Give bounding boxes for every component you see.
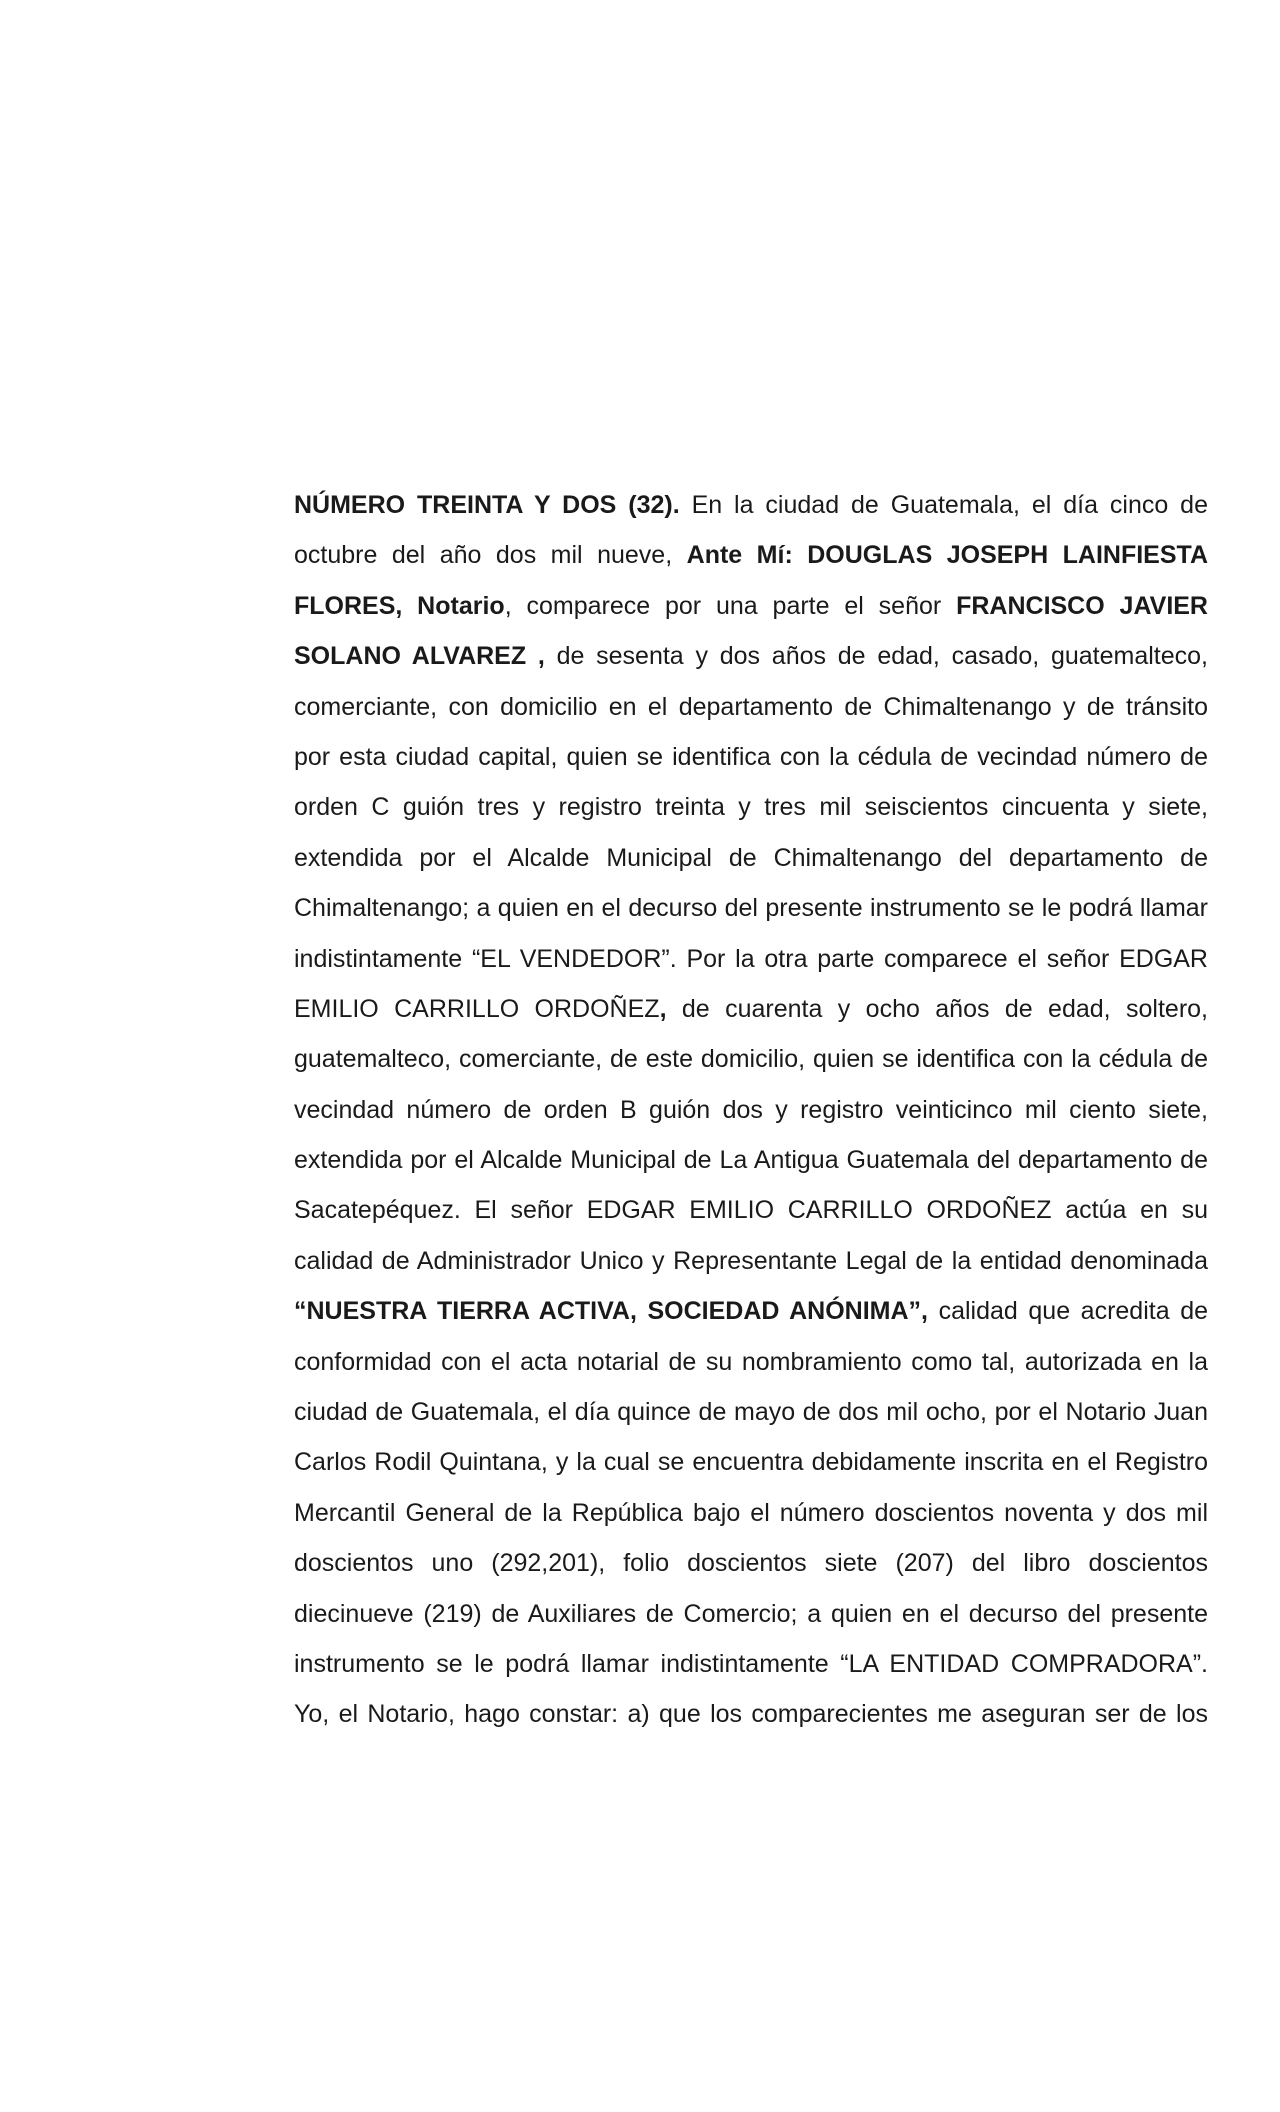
text-line — [294, 1437, 1208, 1487]
text-line — [294, 934, 1208, 984]
text-segment: Chimaltenango; a quien en el decurso del presente instrumento se le podrá llamar — [294, 894, 1208, 923]
text-segment: comerciante, con domicilio en el departamento de Chimaltenango y de tránsito — [294, 692, 1208, 721]
text-line — [294, 1034, 1208, 1084]
bold-text-segment: FRANCISCO JAVIER — [956, 591, 1208, 620]
text-segment: diecinueve (219) de Auxiliares de Comercio; a quien en el decurso del presente — [294, 1599, 1208, 1628]
bold-text-segment: Ante Mí: DOUGLAS JOSEPH LAINFIESTA — [686, 541, 1208, 570]
text-line — [294, 682, 1208, 732]
text-segment: Carlos Rodil Quintana, y la cual se encuentra debidamente inscrita en el Registro — [294, 1448, 1208, 1477]
text-line — [294, 1639, 1208, 1689]
text-segment: EMILIO CARRILLO ORDOÑEZ — [294, 994, 660, 1023]
text-line — [294, 581, 1208, 631]
text-line — [294, 631, 1208, 681]
bold-text-segment: , — [659, 994, 667, 1023]
text-segment: extendida por el Alcalde Municipal de La Antigua Guatemala del departamento de — [294, 1146, 1208, 1175]
text-segment: En la ciudad de Guatemala, el día cinco de — [679, 491, 1208, 519]
text-line — [294, 1337, 1208, 1387]
text-line — [294, 480, 1208, 530]
text-line — [294, 984, 1208, 1034]
bold-text-segment: NÚMERO TREINTA Y DOS (32). — [294, 491, 680, 519]
text-segment: guatemalteco, comerciante, de este domicilio, quien se identifica con la cédula de — [294, 1045, 1208, 1074]
text-line — [294, 1286, 1208, 1336]
text-line — [294, 530, 1208, 580]
text-line — [294, 1488, 1208, 1538]
text-line — [294, 1387, 1208, 1437]
deed-text-body — [294, 480, 1208, 1740]
bold-text-segment: “NUESTRA TIERRA ACTIVA, SOCIEDAD ANÓNIMA”, — [294, 1297, 928, 1326]
text-segment: calidad de Administrador Unico y Representante Legal de la entidad denominada — [294, 1246, 1208, 1275]
bold-text-segment: FLORES, Notario — [294, 591, 505, 620]
text-line — [294, 1538, 1208, 1588]
text-segment: de cuarenta y ocho años de edad, soltero, — [666, 994, 1208, 1023]
text-line — [294, 1185, 1208, 1235]
text-line — [294, 1589, 1208, 1639]
text-segment: indistintamente “EL VENDEDOR”. Por la otra parte comparece el señor EDGAR — [294, 944, 1208, 973]
text-segment: conformidad con el acta notarial de su nombramiento como tal, autorizada en la — [294, 1347, 1208, 1376]
text-line — [294, 883, 1208, 933]
text-segment: extendida por el Alcalde Municipal de Chimaltenango del departamento de — [294, 843, 1208, 872]
text-segment: instrumento se le podrá llamar indistintamente “LA ENTIDAD COMPRADORA”. — [294, 1649, 1208, 1678]
text-segment: Mercantil General de la República bajo el número doscientos noventa y dos mil — [294, 1498, 1208, 1527]
text-segment: octubre del año dos mil nueve, — [294, 541, 687, 570]
text-segment: por esta ciudad capital, quien se identifica con la cédula de vecindad número de — [294, 742, 1208, 771]
text-segment: doscientos uno (292,201), folio doscientos siete (207) del libro doscientos — [294, 1549, 1208, 1578]
text-segment: de sesenta y dos años de edad, casado, guatemalteco, — [544, 642, 1208, 671]
text-segment: orden C guión tres y registro treinta y tres mil seiscientos cincuenta y siete, — [294, 793, 1208, 822]
text-line — [294, 833, 1208, 883]
text-line — [294, 1135, 1208, 1185]
text-segment: vecindad número de orden B guión dos y registro veinticinco mil ciento siete, — [294, 1095, 1208, 1124]
text-segment: ciudad de Guatemala, el día quince de mayo de dos mil ocho, por el Notario Juan — [294, 1398, 1208, 1427]
text-line — [294, 1236, 1208, 1286]
text-line — [294, 1689, 1208, 1739]
text-line — [294, 1085, 1208, 1135]
text-segment: , comparece por una parte el señor — [504, 591, 957, 620]
text-segment: calidad que acredita de — [928, 1297, 1208, 1326]
bold-text-segment: SOLANO ALVAREZ , — [294, 642, 545, 671]
text-line — [294, 782, 1208, 832]
text-segment: Yo, el Notario, hago constar: a) que los comparecientes me aseguran ser de los — [294, 1700, 1208, 1729]
text-line — [294, 732, 1208, 782]
text-segment: Sacatepéquez. El señor EDGAR EMILIO CARRILLO ORDOÑEZ actúa en su — [294, 1196, 1208, 1225]
